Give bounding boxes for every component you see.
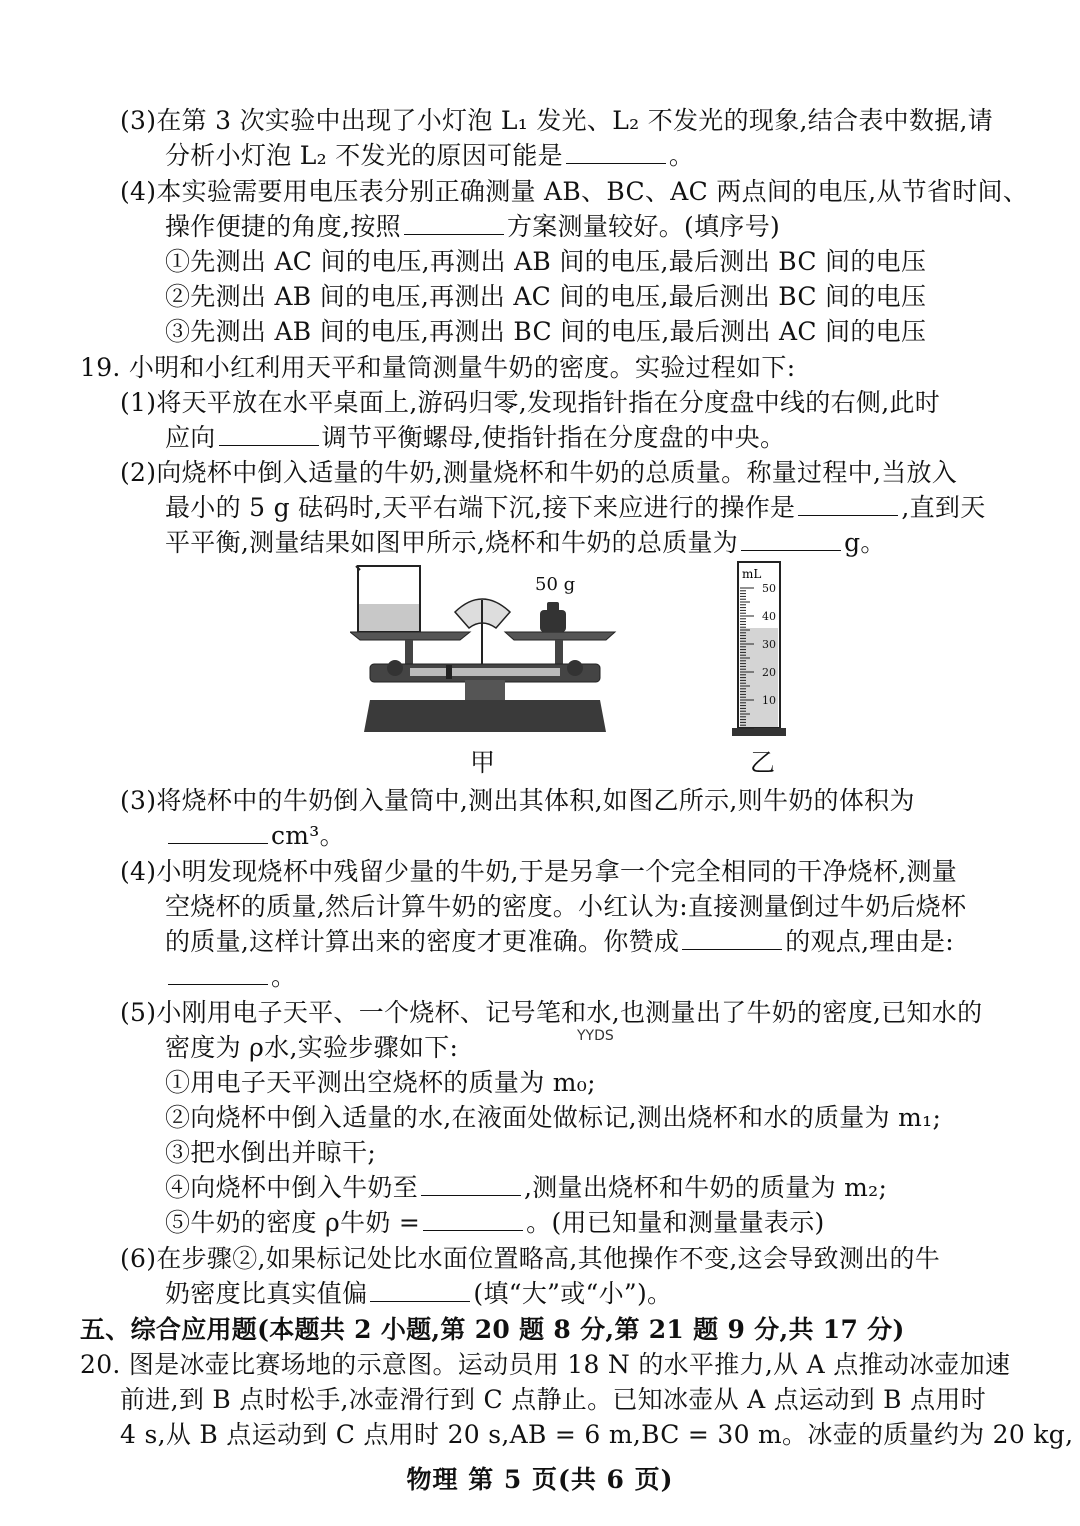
- q18-part4-line1: (4)本实验需要用电压表分别正确测量 AB、BC、AC 两点间的电压,从节省时间、: [120, 177, 1029, 206]
- q18-part3-end: 。: [668, 141, 695, 170]
- cylinder-tick-label: 20: [762, 666, 776, 679]
- answer-blank[interactable]: [370, 1277, 470, 1302]
- cylinder-figure: [732, 558, 792, 743]
- q19-step-4-text-end: ,测量出烧杯和牛奶的质量为 m₂;: [524, 1173, 888, 1202]
- q19-part4-line1: (4)小明发现烧杯中残留少量的牛奶,于是另拿一个完全相同的干净烧杯,测量: [120, 857, 958, 886]
- q19-part6-line1: (6)在步骤②,如果标记处比水面位置略高,其他操作不变,这会导致测出的牛: [120, 1244, 941, 1273]
- q19-intro: 19. 小明和小红利用天平和量筒测量牛奶的密度。实验过程如下:: [80, 353, 796, 382]
- q19-part4-end: 。: [271, 962, 297, 991]
- balance-figure: [350, 560, 620, 740]
- q19-part3-unit: cm³。: [271, 821, 345, 850]
- q19-step-2: ②向烧杯中倒入适量的水,在液面处做标记,测出烧杯和水的质量为 m₁;: [165, 1103, 942, 1132]
- page-footer: 物理 第 5 页(共 6 页): [406, 1465, 674, 1494]
- q19-step-5: [165, 1206, 825, 1240]
- answer-blank[interactable]: [682, 925, 782, 950]
- q19-part4-line2: 空烧杯的质量,然后计算牛奶的密度。小红认为:直接测量倒过牛奶后烧杯: [165, 892, 967, 921]
- q19-part2-text: 最小的 5 g 砝码时,天平右端下沉,接下来应进行的操作是: [165, 493, 796, 522]
- q19-part2-text-end: ,直到天: [901, 493, 986, 522]
- q19-part5-line1: (5)小刚用电子天平、一个烧杯、记号笔和水,也测量出了牛奶的密度,已知水的: [120, 998, 983, 1027]
- answer-blank[interactable]: [168, 960, 268, 985]
- q19-part5-line2: 密度为 ρ水,实验步骤如下:: [165, 1033, 459, 1062]
- cylinder-tick-label: 30: [762, 638, 776, 651]
- watermark: YYDS: [577, 1028, 614, 1044]
- q19-part2-text: 平平衡,测量结果如图甲所示,烧杯和牛奶的总质量为: [165, 528, 739, 557]
- q19-step-3: ③把水倒出并晾干;: [165, 1138, 377, 1167]
- q19-part1-text-end: 调节平衡螺母,使指针指在分度盘的中央。: [321, 423, 786, 452]
- q19-step-5-text: ⑤牛奶的密度 ρ牛奶 =: [165, 1208, 421, 1237]
- q19-part3-line1: (3)将烧杯中的牛奶倒入量筒中,测出其体积,如图乙所示,则牛奶的体积为: [120, 786, 915, 815]
- q19-part4-text-end: 的观点,理由是:: [785, 927, 955, 956]
- q18-part3-text: 分析小灯泡 L₂ 不发光的原因可能是: [165, 141, 563, 170]
- q19-step-5-text-end: 。(用已知量和测量量表示): [526, 1208, 825, 1237]
- q19-part4-text: 的质量,这样计算出来的密度才更准确。你赞成: [165, 927, 680, 956]
- q18-option-3: ③先测出 AB 间的电压,再测出 BC 间的电压,最后测出 AC 间的电压: [165, 317, 927, 346]
- cylinder-tick-label: 10: [762, 694, 776, 707]
- answer-blank[interactable]: [168, 819, 268, 844]
- q19-part2-line1: (2)向烧杯中倒入适量的牛奶,测量烧杯和牛奶的总质量。称量过程中,当放入: [120, 458, 958, 487]
- q19-part6-text-end: (填“大”或“小”)。: [473, 1279, 673, 1308]
- q19-part6-line2: [165, 1277, 672, 1311]
- q18-option-1: ①先测出 AC 间的电压,再测出 AB 间的电压,最后测出 BC 间的电压: [165, 247, 927, 276]
- q19-part3-line2: [165, 819, 345, 853]
- cylinder-tick-label: 40: [762, 610, 776, 623]
- q19-part1-line2: [165, 421, 785, 455]
- answer-blank[interactable]: [421, 1171, 521, 1196]
- q19-part4-line3: [165, 925, 954, 959]
- q18-option-2: ②先测出 AB 间的电压,再测出 AC 间的电压,最后测出 BC 间的电压: [165, 282, 927, 311]
- q19-part2-line2: [165, 491, 986, 525]
- balance-base: [465, 680, 505, 702]
- q18-part4-text: 操作便捷的角度,按照: [165, 212, 401, 241]
- answer-blank[interactable]: [219, 421, 319, 446]
- figure-label-yi: 乙: [750, 748, 776, 777]
- q18-part3-line1: (3)在第 3 次实验中出现了小灯泡 L₁ 发光、L₂ 不发光的现象,结合表中数据,请: [120, 106, 994, 135]
- answer-blank[interactable]: [741, 526, 841, 551]
- q18-part4-line2: [165, 210, 780, 244]
- q20-line1: 20. 图是冰壶比赛场地的示意图。运动员用 18 N 的水平推力,从 A 点推动冰壶加速: [80, 1350, 1011, 1379]
- q19-part1-text: 应向: [165, 423, 216, 452]
- answer-blank[interactable]: [423, 1206, 523, 1231]
- weight-icon: [540, 610, 566, 632]
- q20-line2: 前进,到 B 点时松手,冰壶滑行到 C 点静止。已知冰壶从 A 点运动到 B 点用时: [120, 1385, 986, 1414]
- q19-part6-text: 奶密度比真实值偏: [165, 1279, 368, 1308]
- section-heading: 五、综合应用题(本题共 2 小题,第 20 题 8 分,第 21 题 9 分,共 17 分): [80, 1315, 905, 1344]
- q19-part2-unit: g。: [844, 528, 886, 557]
- cylinder-tick-label: 50: [762, 582, 776, 595]
- q19-part2-line3: [165, 526, 886, 560]
- weight-label: 50 g: [535, 574, 576, 595]
- q19-part4-line4: [165, 960, 296, 994]
- q19-step-4: [165, 1171, 887, 1205]
- answer-blank[interactable]: [798, 491, 898, 516]
- cylinder-unit: mL: [742, 567, 762, 581]
- q18-part4-text-end: 方案测量较好。(填序号): [506, 212, 781, 241]
- q19-step-1: ①用电子天平测出空烧杯的质量为 m₀;: [165, 1068, 596, 1097]
- answer-blank[interactable]: [404, 210, 504, 235]
- answer-blank[interactable]: [566, 139, 666, 164]
- q19-part1-line1: (1)将天平放在水平桌面上,游码归零,发现指针指在分度盘中线的右侧,此时: [120, 388, 941, 417]
- figure-label-jia: 甲: [470, 748, 496, 777]
- q19-step-4-text: ④向烧杯中倒入牛奶至: [165, 1173, 419, 1202]
- q18-part3-line2: [165, 139, 694, 173]
- q20-line3: 4 s,从 B 点运动到 C 点用时 20 s,AB = 6 m,BC = 30 m。冰壶的质量约为 20 kg,: [120, 1420, 1074, 1449]
